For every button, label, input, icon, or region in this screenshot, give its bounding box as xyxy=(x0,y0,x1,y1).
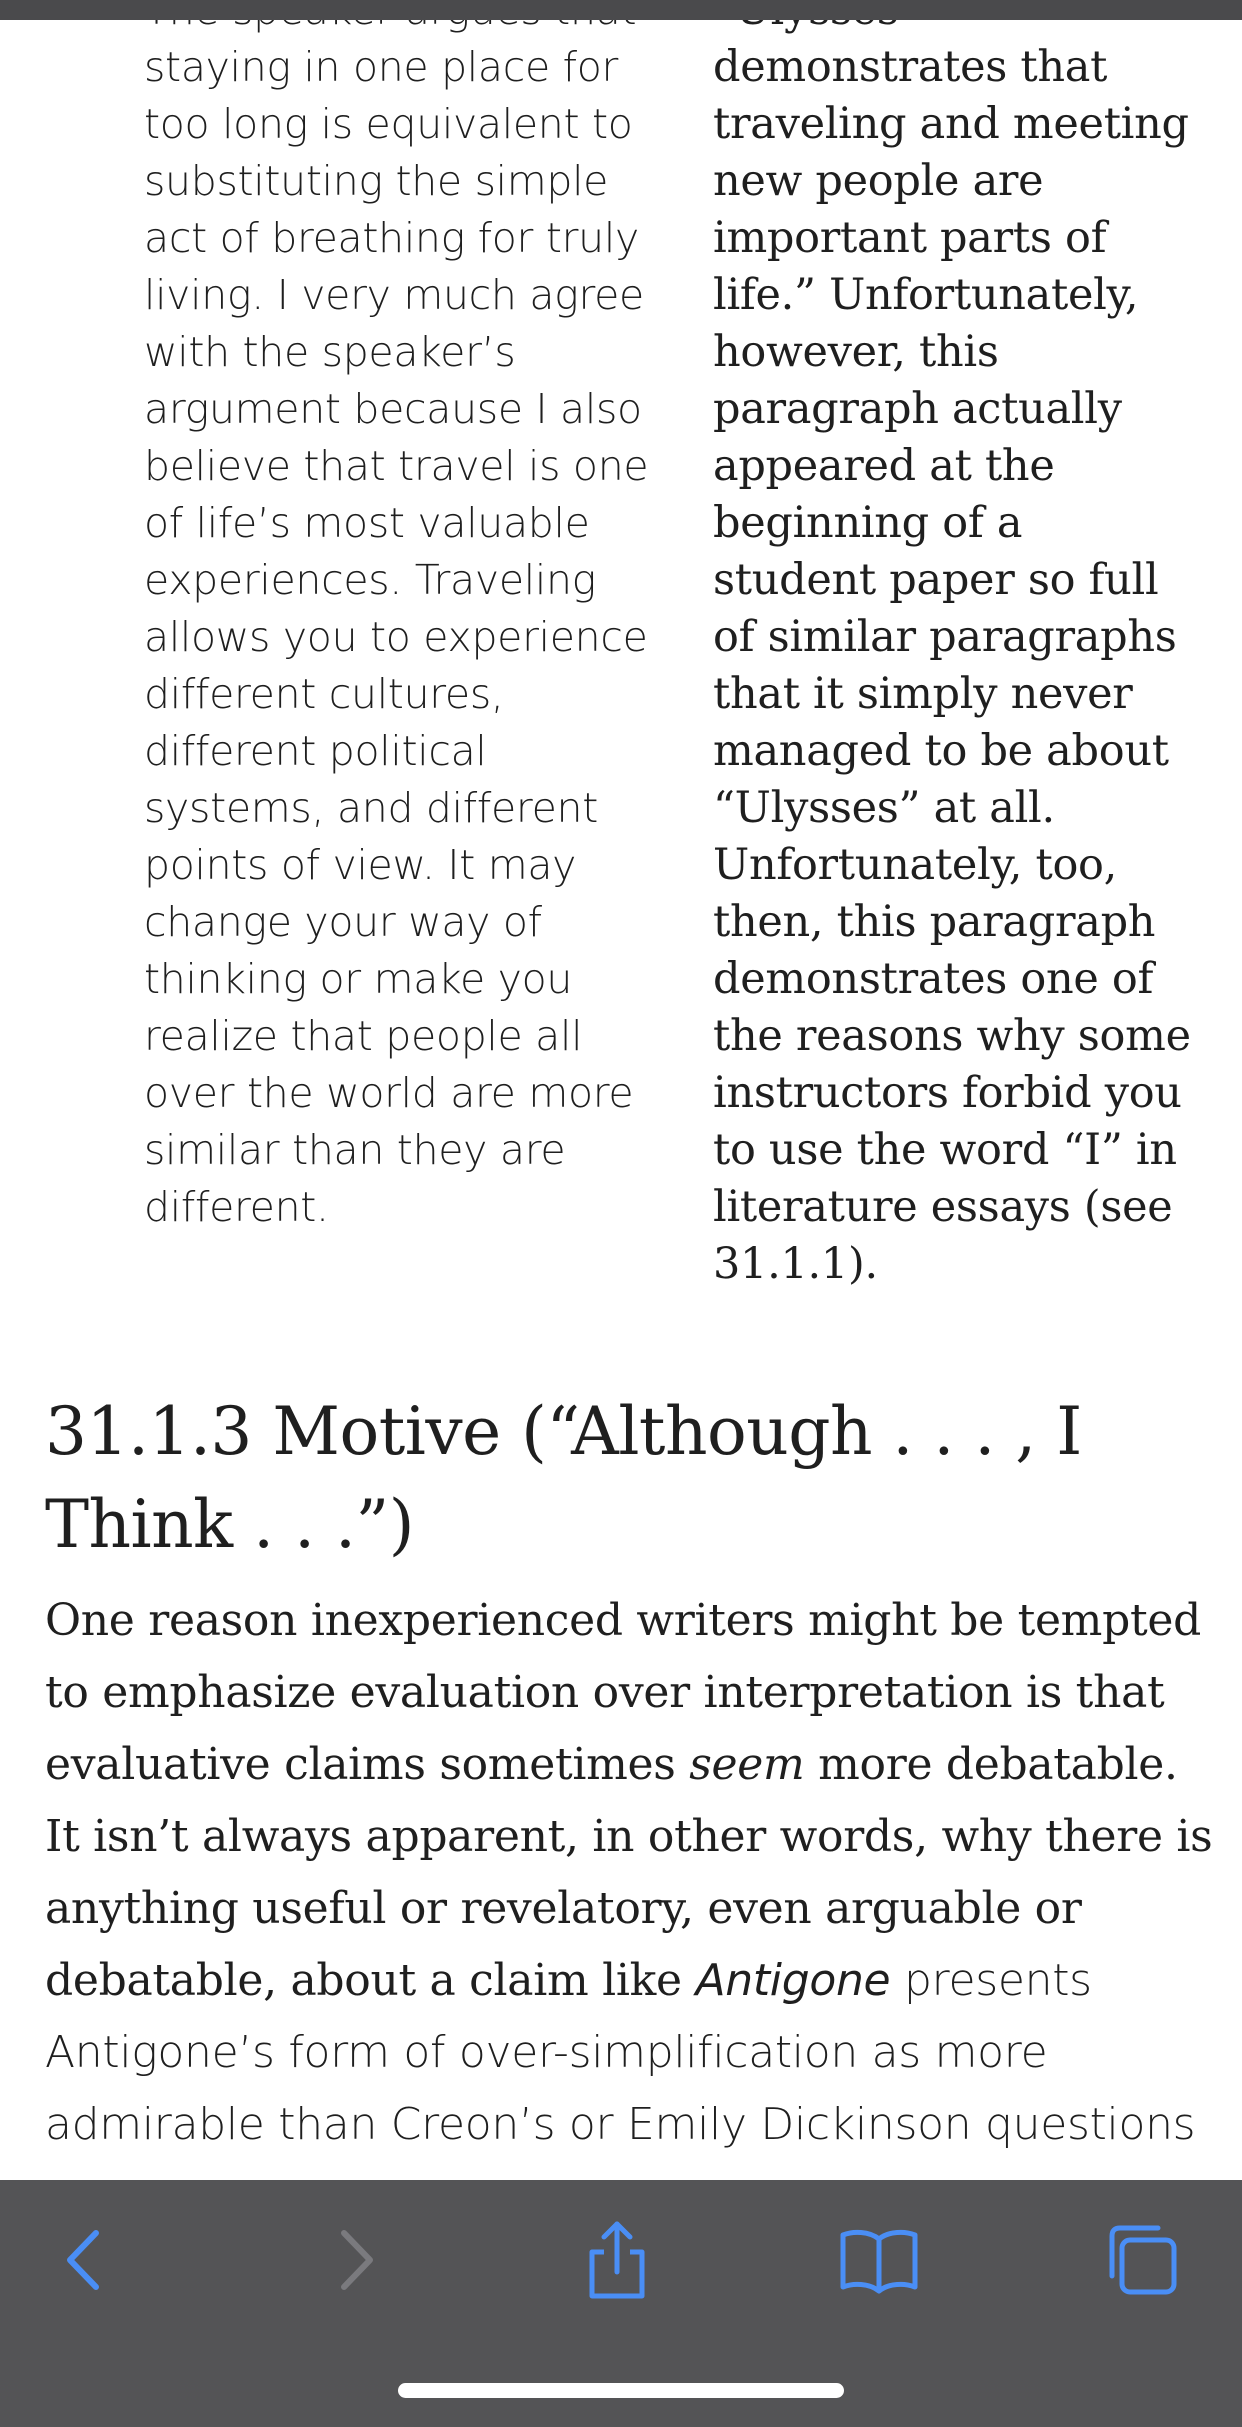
text-line: the reasons why some xyxy=(713,1011,1191,1061)
text-line: literature essays (see xyxy=(713,1182,1173,1232)
section-heading: 31.1.3 Motive (“Although . . . , I Think . . .”) xyxy=(45,1393,1082,1563)
text-line: different political xyxy=(144,727,487,775)
text-line: beginning of a xyxy=(713,498,1023,548)
home-indicator[interactable] xyxy=(398,2383,844,2398)
status-bar-strip xyxy=(0,0,1242,20)
text-line: different cultures, xyxy=(144,670,504,718)
text-line: 31.1.1). xyxy=(713,1239,878,1289)
paragraph-text-sans: presents Antigone’s form of over-simplification as more admirable than Creon’s or Emily Dickinson questions xyxy=(45,1955,1196,2150)
back-button[interactable] xyxy=(25,2210,145,2310)
body-paragraph xyxy=(45,1585,1225,2161)
text-line: instructors forbid you xyxy=(713,1068,1182,1118)
text-line: argument because I also xyxy=(144,385,642,433)
text-line: appeared at the xyxy=(713,441,1055,491)
tabs-button[interactable] xyxy=(1082,2210,1202,2310)
text-line: thinking or make you xyxy=(144,955,573,1003)
text-line: however, this xyxy=(713,327,999,377)
text-line: staying in one place for xyxy=(144,43,619,91)
text-line: substituting the simple xyxy=(144,157,609,205)
text-line: too long is equivalent to xyxy=(144,100,633,148)
text-line: realize that people all xyxy=(144,1012,583,1060)
text-line: different. xyxy=(144,1183,329,1231)
emphasis-text: seem xyxy=(689,1739,805,1790)
text-line: systems, and different xyxy=(144,784,598,832)
text-line: paragraph actually xyxy=(713,384,1122,434)
text-line: life.” Unfortunately, xyxy=(713,270,1139,320)
share-icon xyxy=(582,2218,652,2302)
text-line: student paper so full xyxy=(713,555,1159,605)
text-line: of life’s most valuable xyxy=(144,499,590,547)
text-line: with the speaker’s xyxy=(144,328,516,376)
book-icon xyxy=(837,2225,921,2295)
tabs-icon xyxy=(1102,2220,1182,2300)
commentary-paragraph-right xyxy=(713,0,1233,1293)
text-line: managed to be about xyxy=(713,726,1169,776)
paragraph-text: One reason inexperienced writers might be tempted to emphasize evaluation over interpretation is that evaluative claims sometimes xyxy=(45,1595,1201,1790)
text-line: “Ulysses” at all. xyxy=(713,783,1055,833)
text-line: change your way of xyxy=(144,898,542,946)
chevron-right-icon xyxy=(330,2225,380,2295)
text-line: living. I very much agree xyxy=(144,271,644,319)
bookmarks-button[interactable] xyxy=(819,2210,939,2310)
text-line: Unfortunately, too, xyxy=(713,840,1118,890)
chevron-left-icon xyxy=(60,2225,110,2295)
text-line: demonstrates that xyxy=(713,42,1108,92)
text-line: to use the word “I” in xyxy=(713,1125,1177,1175)
text-line: demonstrates one of xyxy=(713,954,1154,1004)
share-button[interactable] xyxy=(557,2210,677,2310)
text-line: experiences. Traveling xyxy=(144,556,596,604)
text-line: then, this paragraph xyxy=(713,897,1156,947)
text-line: of similar paragraphs xyxy=(713,612,1177,662)
forward-button[interactable] xyxy=(295,2210,415,2310)
text-line: points of view. It may xyxy=(144,841,577,889)
text-line: over the world are more xyxy=(144,1069,634,1117)
paragraph-text: more debatable. It isn’t always apparent, in other words, why there is anything useful or revelatory, even arguable or debatable, about a claim like xyxy=(45,1739,1213,2006)
text-line: similar than they are xyxy=(144,1126,566,1174)
text-line: act of breathing for truly xyxy=(144,214,639,262)
text-line: important parts of xyxy=(713,213,1107,263)
example-paragraph-left xyxy=(144,0,684,1236)
text-line: traveling and meeting xyxy=(713,99,1189,149)
text-line: believe that travel is one xyxy=(144,442,649,490)
text-line: allows you to experience xyxy=(144,613,648,661)
title-italic-text: Antigone xyxy=(695,1955,891,2006)
text-line: that it simply never xyxy=(713,669,1133,719)
text-line: new people are xyxy=(713,156,1044,206)
